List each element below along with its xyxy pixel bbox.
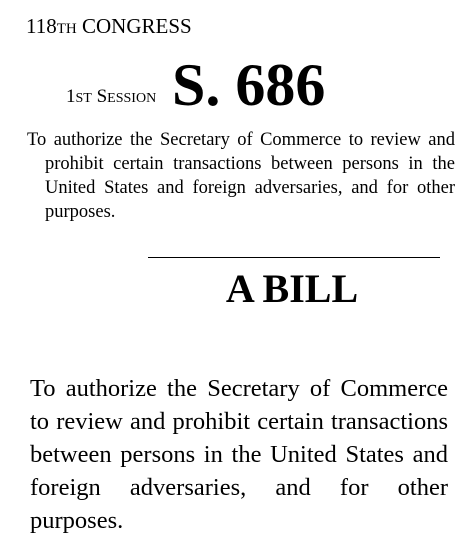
- bill-caption: To authorize the Secretary of Commerce to review and prohibit certain transactions between persons in the United States and foreign adversaries, and for other purposes.: [27, 130, 455, 222]
- congress-ordinal: 118: [26, 14, 57, 38]
- congress-line: [26, 13, 192, 42]
- congress-suffix: TH: [56, 21, 77, 37]
- divider-rule: [148, 257, 440, 258]
- session-suffix: ST: [75, 91, 92, 106]
- congress-label: CONGRESS: [81, 14, 192, 38]
- bill-title: A BILL: [225, 266, 359, 311]
- session-label-initial: S: [96, 86, 108, 107]
- long-title: To authorize the Secretary of Commerce to review and prohibit certain transactions between persons in the United States and foreign adversaries, and for other purposes.: [30, 375, 448, 534]
- bill-number: S. 686: [172, 52, 326, 118]
- session-label-rest: ESSION: [107, 91, 157, 106]
- session-line: [66, 86, 156, 110]
- session-ordinal: 1: [66, 86, 76, 107]
